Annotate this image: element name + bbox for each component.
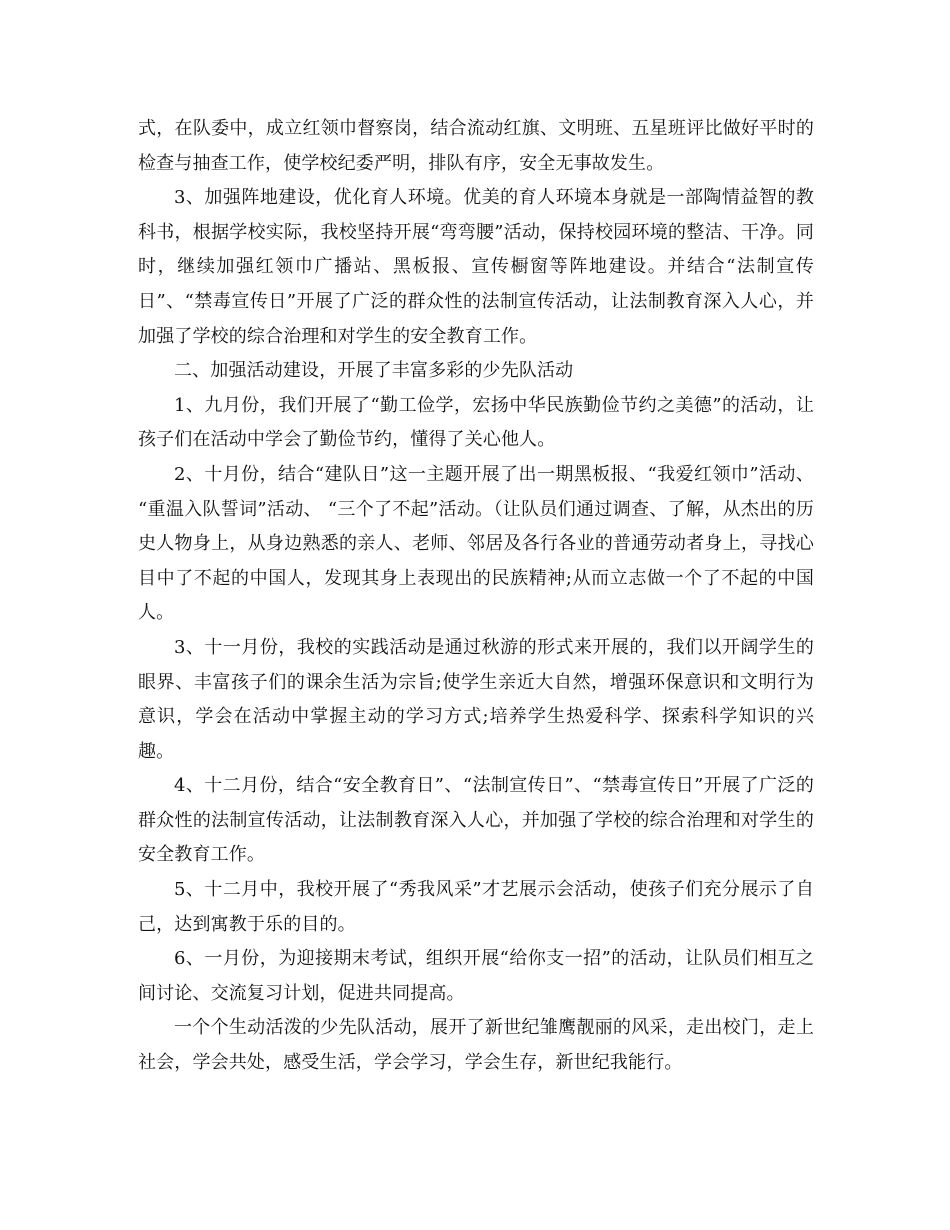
- paragraph-6: 3、十一月份，我校的实践活动是通过秋游的形式来开展的，我们以开阔学生的眼界、丰富孩子们的课余生活为宗旨;使学生亲近大自然，增强环保意识和文明行为意识，学会在活动中掌握主动的学习方式;培养学生热爱科学、探索科学知识的兴趣。: [138, 636, 814, 762]
- paragraph-5: 2、十月份，结合“建队日”这一主题开展了出一期黑板报、“我爱红领巾”活动、 “重温入队誓词”活动、 “三个了不起”活动。（让队员们通过调查、了解，从杰出的历史人物身上，从身边熟悉的亲人、老师、邻居及各行各业的普通劳动者身上，寻找心目中了不起的中国人，发现其身上表现出的民族精神;从而立志做一个了不起的中国人。: [138, 463, 814, 624]
- paragraph-1: 式，在队委中，成立红领巾督察岗，结合流动红旗、文明班、五星班评比做好平时的检查与抽查工作，使学校纪委严明，排队有序，安全无事故发生。: [138, 118, 814, 174]
- section-heading: 二、加强活动建设，开展了丰富多彩的少先队活动: [174, 360, 574, 382]
- paragraph-4: 1、九月份，我们开展了“勤工俭学，宏扬中华民族勤俭节约之美德”的活动，让孩子们在活动中学会了勤俭节约，懂得了关心他人。: [138, 394, 814, 451]
- paragraph-7: 4、十二月份，结合“安全教育日”、“法制宣传日”、“禁毒宣传日”开展了广泛的群众性的法制宣传活动，让法制教育深入人心，并加强了学校的综合治理和对学生的安全教育工作。: [138, 775, 814, 866]
- paragraph-10: 一个个生动活泼的少先队活动，展开了新世纪雏鹰靓丽的风采，走出校门，走上社会，学会共处，感受生活，学会学习，学会生存，新世纪我能行。: [138, 1017, 814, 1074]
- paragraph-2: 3、加强阵地建设，优化育人环境。优美的育人环境本身就是一部陶情益智的教科书，根据学校实际，我校坚持开展“弯弯腰”活动，保持校园环境的整洁、干净。同时，继续加强红领巾广播站、黑板报、宣传橱窗等阵地建设。并结合“法制宣传日”、“禁毒宣传日”开展了广泛的群众性的法制宣传活动，让法制教育深入人心，并加强了学校的综合治理和对学生的安全教育工作。: [138, 187, 814, 347]
- document-body: [138, 112, 814, 1081]
- paragraph-9: 6、一月份，为迎接期末考试，组织开展“给你支一招”的活动，让队员们相互之间讨论、交流复习计划，促进共同提高。: [138, 948, 814, 1004]
- paragraph-8: 5、十二月中，我校开展了“秀我风采”才艺展示会活动，使孩子们充分展示了自己，达到寓教于乐的目的。: [138, 879, 814, 935]
